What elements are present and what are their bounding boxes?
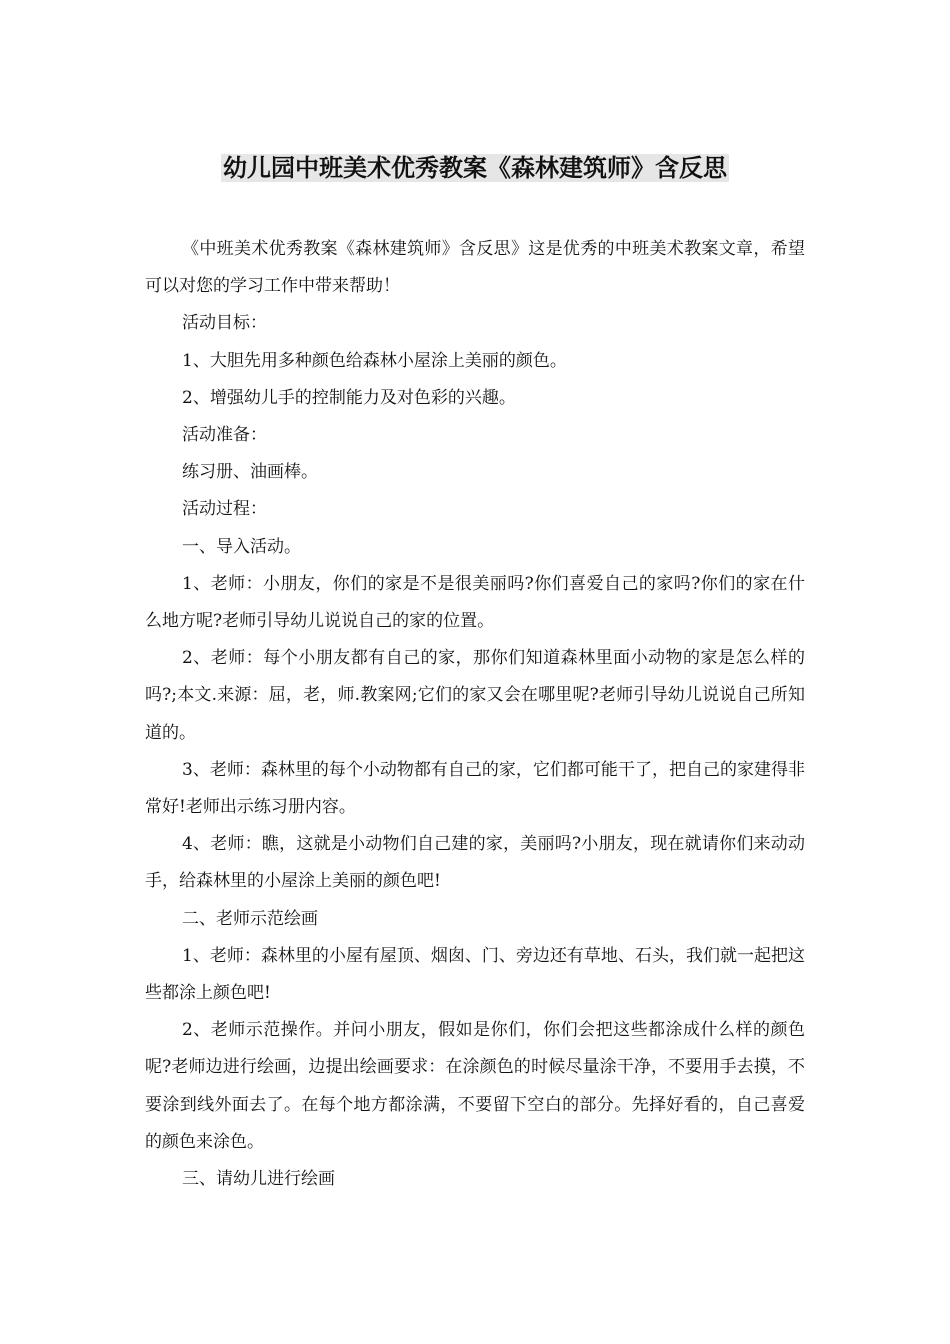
paragraph-process-heading: 活动过程： [182, 499, 267, 520]
paragraph-step-1-2: 2、老师：每个小朋友都有自己的家，那你们知道森林里面小动物的家是怎么样的吗?;本文.来源：屈，老，师.教案网;它们的家又会在哪里呢?老师引导幼儿说说自己所知道的。 [145, 648, 805, 743]
paragraph-goal-2: 2、增强幼儿手的控制能力及对色彩的兴趣。 [182, 387, 516, 408]
paragraph-section-2: 二、老师示范绘画 [182, 908, 318, 929]
paragraph-step-1-4: 4、老师：瞧，这就是小动物们自己建的家，美丽吗?小朋友，现在就请你们来动动手，给森林里的小屋涂上美丽的颜色吧! [145, 834, 805, 892]
document-title-text: 幼儿园中班美术优秀教案《森林建筑师》含反思 [223, 154, 727, 182]
document-title [0, 148, 950, 188]
paragraph-step-2-1: 1、老师：森林里的小屋有屋顶、烟囱、门、旁边还有草地、石头，我们就一起把这些都涂上颜色吧! [145, 945, 805, 1004]
document-body [145, 231, 805, 1198]
paragraph-goals-heading: 活动目标： [182, 313, 267, 334]
paragraph-goal-1: 1、大胆先用多种颜色给森林小屋涂上美丽的颜色。 [182, 350, 567, 371]
paragraph-intro: 《中班美术优秀教案《森林建筑师》含反思》这是优秀的中班美术教案文章，希望可以对您的学习工作中带来帮助！ [145, 239, 805, 297]
paragraph-step-1-3: 3、老师：森林里的每个小动物都有自己的家，它们都可能干了，把自己的家建得非常好!老师出示练习册内容。 [145, 759, 805, 818]
paragraph-preparation: 练习册、油画棒。 [182, 462, 318, 483]
paragraph-section-1: 一、导入活动。 [182, 536, 301, 557]
paragraph-step-1-1: 1、老师：小朋友，你们的家是不是很美丽吗?你们喜爱自己的家吗?你们的家在什么地方呢?老师引导幼儿说说自己的家的位置。 [145, 573, 805, 632]
paragraph-section-3: 三、请幼儿进行绘画 [182, 1169, 335, 1190]
paragraph-preparation-heading: 活动准备： [182, 425, 267, 446]
paragraph-step-2-2: 2、老师示范操作。并问小朋友，假如是你们，你们会把这些都涂成什么样的颜色呢?老师边进行绘画，边提出绘画要求：在涂颜色的时候尽量涂干净，不要用手去摸，不要涂到线外面去了。在每个地方都涂满，不要留下空白的部分。先择好看的，自己喜爱的颜色来涂色。 [145, 1020, 805, 1152]
